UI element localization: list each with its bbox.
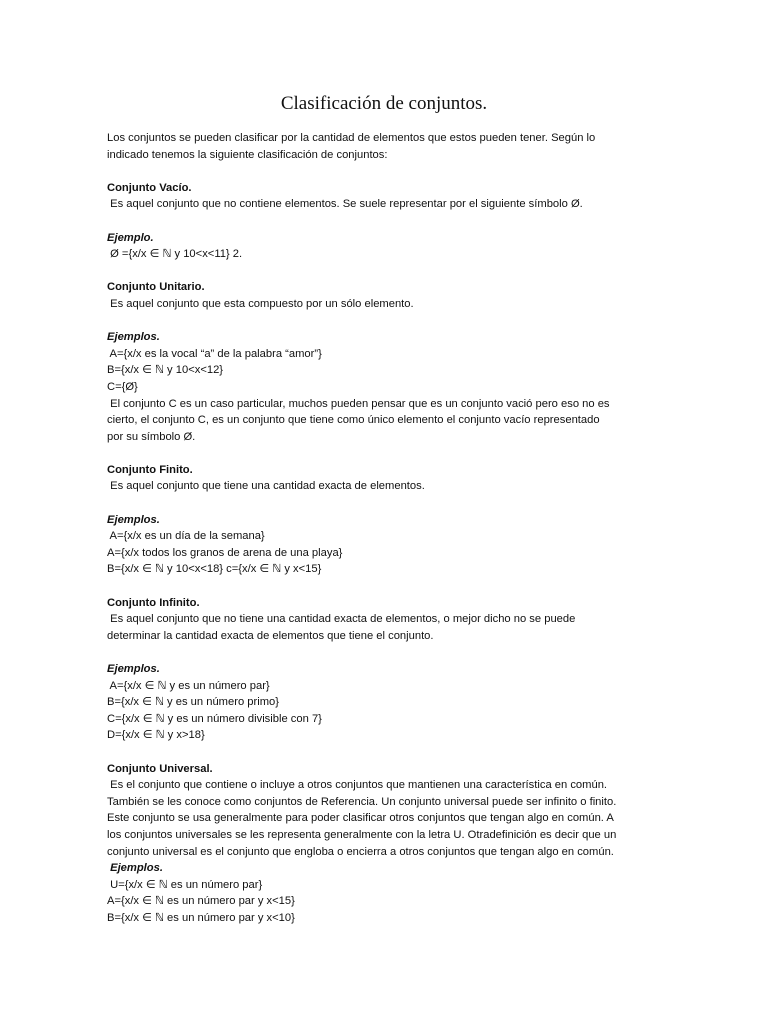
example-label: Ejemplos. <box>107 663 160 675</box>
example-line: C={x/x ∈ ℕ y es un número divisible con 7} <box>107 712 322 725</box>
example-line: B={x/x ∈ ℕ y es un número primo} <box>107 696 279 709</box>
section-description: Es aquel conjunto que esta compuesto por un sólo elemento. <box>107 297 414 310</box>
section-heading: Conjunto Finito. <box>107 463 193 476</box>
example-line: D={x/x ∈ ℕ y x>18} <box>107 729 205 742</box>
example-label: Ejemplo. <box>107 231 154 244</box>
example-label: Ejemplos. <box>107 513 160 526</box>
example-line: A={x/x todos los granos de arena de una playa} <box>107 546 343 559</box>
paragraph-spacer <box>107 163 667 180</box>
document-body <box>107 130 667 927</box>
example-note-line: cierto, el conjunto C, es un conjunto que tiene como único elemento el conjunto vacío representado <box>107 414 600 427</box>
section-description: determinar la cantidad exacta de elementos que tiene el conjunto. <box>107 629 434 642</box>
section-heading: Conjunto Universal. <box>107 762 213 775</box>
example-note-line: El conjunto C es un caso particular, muchos pueden pensar que es un conjunto vació pero eso no es <box>107 397 610 410</box>
paragraph-spacer <box>107 644 667 661</box>
section-description: Es aquel conjunto que no tiene una cantidad exacta de elementos, o mejor dicho no se puede <box>107 613 576 626</box>
example-line: A={x/x es un día de la semana} <box>107 530 265 543</box>
example-line: B={x/x ∈ ℕ y 10<x<12} <box>107 364 224 377</box>
paragraph-spacer <box>107 744 667 761</box>
paragraph-spacer <box>107 213 667 230</box>
paragraph-spacer <box>107 445 667 462</box>
section-description: conjunto universal es el conjunto que engloba o encierra a otros conjuntos que tengan algo en común. <box>107 845 614 858</box>
paragraph-spacer <box>107 495 667 512</box>
example-line: Ø ={x/x ∈ ℕ y 10<x<11} 2. <box>107 248 243 261</box>
section-heading: Conjunto Vacío. <box>107 181 192 194</box>
intro-line: Los conjuntos se pueden clasificar por la cantidad de elementos que estos pueden tener. Según lo <box>107 132 596 144</box>
paragraph-spacer <box>107 263 667 280</box>
example-line: U={x/x ∈ ℕ es un número par} <box>107 878 263 891</box>
section-description: Es el conjunto que contiene o incluye a otros conjuntos que mantienen una característica en común. <box>107 779 608 792</box>
section-heading: Conjunto Infinito. <box>107 596 200 609</box>
example-line: C={Ø} <box>107 380 138 393</box>
example-line: A={x/x ∈ ℕ es un número par y x<15} <box>107 895 295 908</box>
example-line: B={x/x ∈ ℕ es un número par y x<10} <box>107 911 295 924</box>
section-description: los conjuntos universales se les representa generalmente con la letra U. Otradefinición es decir que un <box>107 828 617 841</box>
intro-line: indicado tenemos la siguiente clasificación de conjuntos: <box>107 148 388 161</box>
section-description: También se les conoce como conjuntos de Referencia. Un conjunto universal puede ser infinito o finito. <box>107 795 617 808</box>
section-description: Es aquel conjunto que tiene una cantidad exacta de elementos. <box>107 480 425 493</box>
example-line: B={x/x ∈ ℕ y 10<x<18} c={x/x ∈ ℕ y x<15} <box>107 563 322 576</box>
example-note-line: por su símbolo Ø. <box>107 430 196 443</box>
section-description: Es aquel conjunto que no contiene elementos. Se suele representar por el siguiente símbolo Ø. <box>107 198 583 211</box>
paragraph-spacer <box>107 578 667 595</box>
example-line: A={x/x ∈ ℕ y es un número par} <box>107 679 270 692</box>
section-description: Este conjunto se usa generalmente para poder clasificar otros conjuntos que tengan algo en común. A <box>107 812 614 825</box>
section-heading: Conjunto Unitario. <box>107 281 205 294</box>
example-line: A={x/x es la vocal “a” de la palabra “amor”} <box>107 347 322 360</box>
paragraph-spacer <box>107 313 667 330</box>
example-label: Ejemplos. <box>107 331 160 344</box>
document-title: Clasificación de conjuntos. <box>280 93 488 114</box>
example-label: Ejemplos. <box>107 862 163 875</box>
